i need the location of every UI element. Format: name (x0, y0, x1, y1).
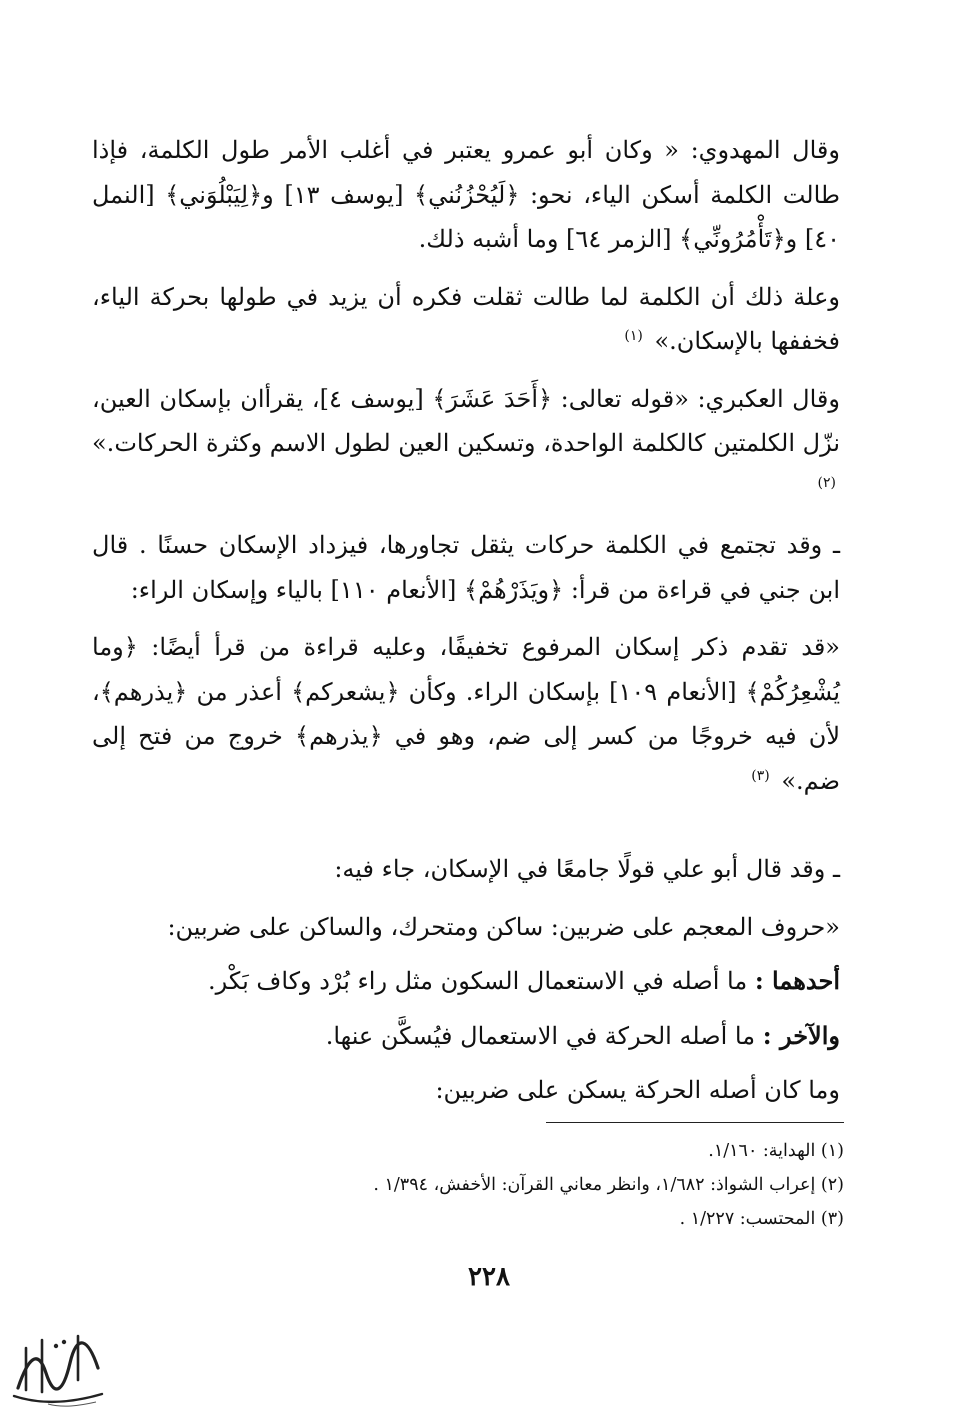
footnote-2: (٢) إعراب الشواذ: ١/٦٨٢، وانظر معاني القرآن: الأخفش، ١/٣٩٤ . (373, 1175, 844, 1195)
text-line: «حروف المعجم على ضربين: ساكن ومتحرك، والساكن على ضربين: (167, 912, 840, 941)
footnote-ref[interactable]: (١) (624, 328, 643, 344)
page-number: ٢٢٨ (468, 1262, 510, 1292)
paragraph-ibn-jinni-intro (92, 523, 840, 612)
text-line: وقال المهدوي: « وكان أبو عمرو يعتبر في أغلب الأمر طول الكلمة، فإذا (92, 136, 840, 164)
text-line: ـ وقد تجتمع في الكلمة حركات يثقل تجاورها، فيزداد الإسكان حسنًا . (138, 531, 840, 559)
footnote-1: (١) الهداية: ١/١٦٠. (708, 1141, 844, 1161)
calligraphy-seal-icon (8, 1318, 108, 1410)
text-line: طالت الكلمة أسكن الياء، نحو: ﴿لَيُحْزُنُني﴾ [يوسف ١٣] و﴿لِيَبْلُوَني﴾ [النمل (92, 180, 841, 209)
paragraph-ahaduhuma (92, 959, 840, 1004)
paragraph-alakhar (92, 1014, 840, 1059)
text-line: الحركات.» (92, 429, 199, 457)
paragraph-ibn-jinni-quote (92, 625, 840, 803)
text-line: ما أصله في الاستعمال السكون مثل راء بُرْد وكاف بَكْر. (208, 967, 748, 995)
text-line: وما كان أصله الحركة يسكن على ضربين: (435, 1076, 840, 1104)
text-line: لأن فيه خروجًا من كسر إلى ضم، وهو في ﴿يذرهم﴾ خروج من فتح إلى ضم.» (92, 722, 841, 795)
main-text (92, 128, 840, 1126)
footnote-ref[interactable]: (٣) (751, 767, 770, 784)
text-line: وقال العكبري: «قوله تعالى: ﴿أَحَدَ عَشَرَ﴾ [يوسف ٤]، يقرأان بإسكان (159, 384, 840, 413)
term-label: أحدهما : (754, 966, 840, 995)
footnote-3: (٣) المحتسب: ١/٢٢٧ . (679, 1209, 844, 1229)
footnote-ref[interactable]: (٢) (817, 474, 836, 491)
paragraph-huruf (92, 905, 840, 950)
text-line: الياء، فخففها بالإسكان.» (92, 282, 840, 355)
footnotes (224, 1134, 844, 1236)
text-line: يُشْعِرُكُمْ﴾ [الأنعام ١٠٩] بإسكان الراء. وكأن ﴿يشعركم﴾ أعذر من ﴿يذرهم﴾، (92, 677, 840, 706)
text-line: قال ابن جني في قراءة من قرأ: ﴿ويَذَرْهُمْ﴾ [الأنعام ١١٠] بالياء وإسكان الراء: (92, 531, 840, 604)
text-line: ـ وقد قال أبو علي قولًا جامعًا في الإسكان، جاء فيه: (334, 855, 840, 883)
paragraph-mahdawi (92, 128, 840, 262)
paragraph-abu-ali (92, 847, 840, 892)
text-line: العين، نزّل الكلمتين كالكلمة الواحدة، وتسكين العين لطول الاسم وكثرة (92, 384, 840, 457)
paragraph-reason (92, 275, 840, 364)
text-line: «قد تقدم ذكر إسكان المرفوع تخفيفًا، وعليه قراءة من قرأ أيضًا: ﴿وما (92, 633, 840, 661)
text-line: ما أصله الحركة في الاستعمال فيُسكَّن عنها. (325, 1021, 756, 1050)
footnote-divider (546, 1122, 844, 1123)
paragraph-final (92, 1068, 840, 1113)
term-label: والآخر : (762, 1020, 840, 1050)
paragraph-ukbari (92, 377, 840, 511)
text-line: وعلة ذلك أن الكلمة لما طالت ثقلت فكره أن يزيد في طولها بحركة (149, 282, 840, 311)
text-line: ٤٠] و﴿تَأْمُرُونِّي﴾ [الزمر ٦٤] وما أشبه ذلك. (418, 225, 840, 253)
